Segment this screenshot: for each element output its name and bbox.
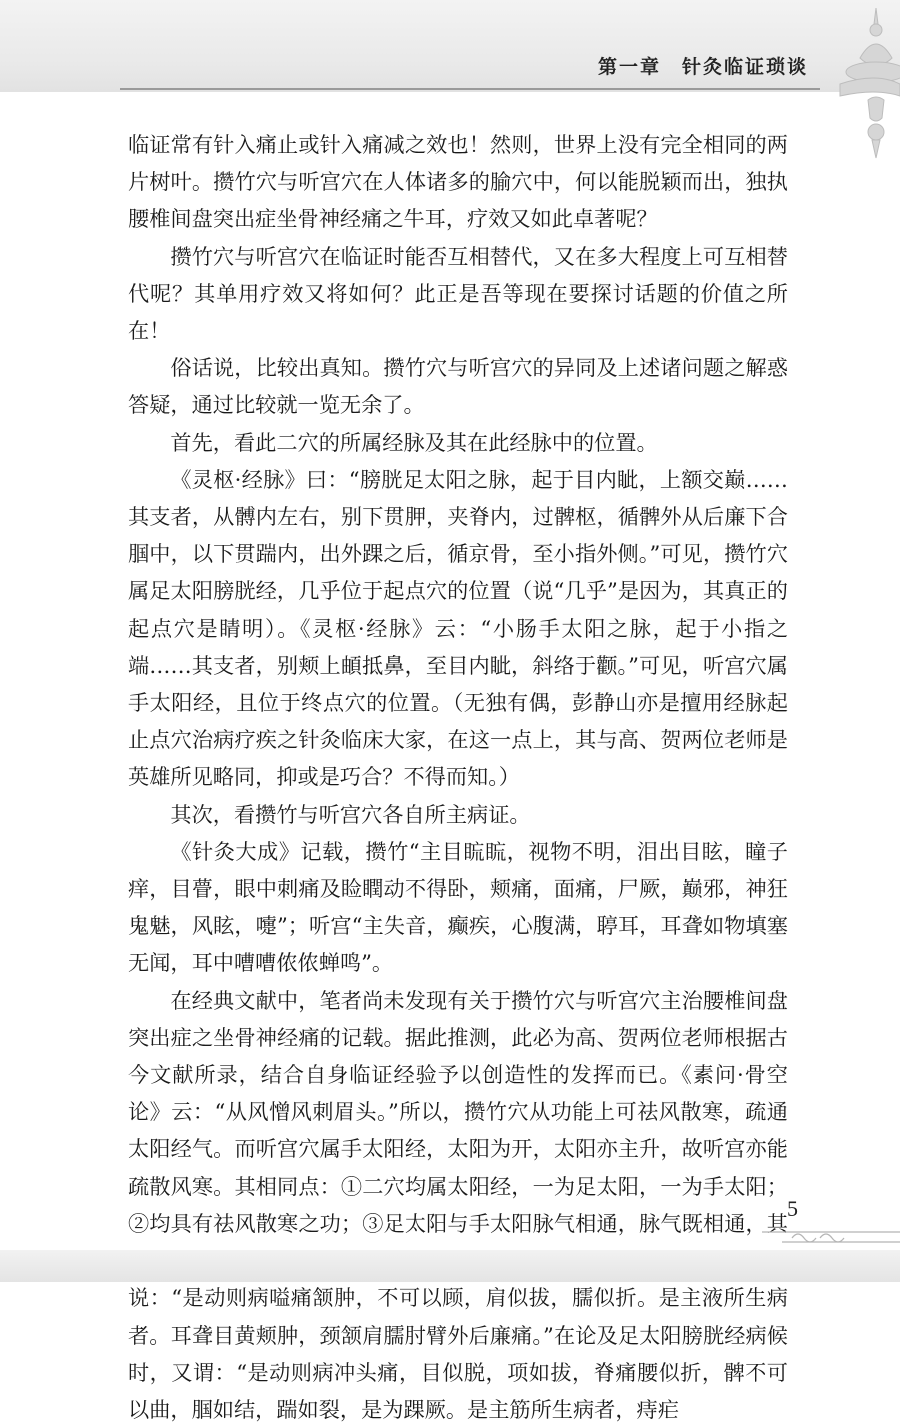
- paragraph-5: 《灵枢·经脉》曰：“膀胱足太阳之脉，起于目内眦，上额交巅……其支者，从髆内左右，别下贯胛，夹脊内，过髀枢，循髀外从后廉下合腘中，以下贯踹内，出外踝之后，循京骨，至小指外侧。”可见，攒竹穴属足太阳膀胱经，几乎位于起点穴的位置（说“几乎”是因为，其真正的起点穴是睛明）。《灵枢·经脉》云：“小肠手太阳之脉，起于小指之端……其支者，别颊上頔抵鼻，至目内眦，斜络于颧。”可见，听宫穴属手太阳经，且位于终点穴的位置。（无独有偶，彭静山亦是擅用经脉起止点穴治病疗疾之针灸临床大家，在这一点上，其与高、贺两位老师是英雄所见略同，抑或是巧合？不得而知。）: [128, 466, 788, 790]
- paragraph-4: 首先，看此二穴的所属经脉及其在此经脉中的位置。: [170, 429, 658, 455]
- paragraph-1: 临证常有针入痛止或针入痛减之效也！然则，世界上没有完全相同的两片树叶。攒竹穴与听宫穴在人体诸多的腧穴中，何以能脱颖而出，独执腰椎间盘突出症坐骨神经痛之牛耳，疗效又如此卓著呢？: [128, 132, 788, 232]
- header-rule: [120, 88, 820, 90]
- footer-band: [0, 1250, 900, 1282]
- paragraph-7: 《针灸大成》记载，攒竹“主目䀮䀮，视物不明，泪出目眩，瞳子痒，目瞢，眼中刺痛及睑瞤动不得卧，颊痛，面痛，尸厥，巅邪，神狂鬼魅，风眩，嚏”；听宫“主失音，癫疾，心腹满，聤耳，耳聋如物填塞无闻，耳中嘈嘈侬侬蝉鸣”。: [128, 838, 788, 976]
- paragraph-8: 在经典文献中，笔者尚未发现有关于攒竹穴与听宫穴主治腰椎间盘突出症之坐骨神经痛的记载。据此推测，此必为高、贺两位老师根据古今文献所录，结合自身临证经验予以创造性的发挥而已。《素问·骨空论》云：“从风憎风刺眉头。”所以，攒竹穴从功能上可祛风散寒，疏通太阳经气。而听宫穴属手太阳经，太阳为开，太阳亦主升，故听宫亦能疏散风寒。其相同点：①二穴均属太阳经，一为足太阳，一为手太阳；②均具有祛风散寒之功；③足太阳与手太阳脉气相通，脉气既相通，其 说：“是动则病嗌痛颔肿，不可以顾，肩似拔，臑似折。是主液所生病者。耳聋目黄颊肿，颈颔肩臑肘臂外后廉痛。”在论及足太阳膀胱经病候时，又谓：“是动则病冲头痛，目似脱，项如拔，脊痛腰似折，髀不可以曲，腘如结，踹如裂，是为踝厥。是主筋所生病者，痔疟: [128, 987, 788, 1422]
- paragraph-3: 俗话说，比较出真知。攒竹穴与听宫穴的异同及上述诸问题之解惑答疑，通过比较就一览无余了。: [128, 355, 788, 418]
- page-number: 5: [787, 1196, 798, 1221]
- chapter-title: 第一章 针灸临证琐谈: [597, 56, 808, 78]
- lotus-pagoda-ornament-icon: [812, 0, 900, 160]
- scroll-cloud-ornament-icon: [762, 1222, 900, 1246]
- paragraph-2: 攒竹穴与听宫穴在临证时能否互相替代，又在多大程度上可互相替代呢？其单用疗效又将如何？此正是吾等现在要探讨话题的价值之所在！: [128, 243, 788, 344]
- body-text: [128, 126, 788, 1428]
- paragraph-6: 其次，看攒竹与听宫穴各自所主病证。: [170, 801, 531, 827]
